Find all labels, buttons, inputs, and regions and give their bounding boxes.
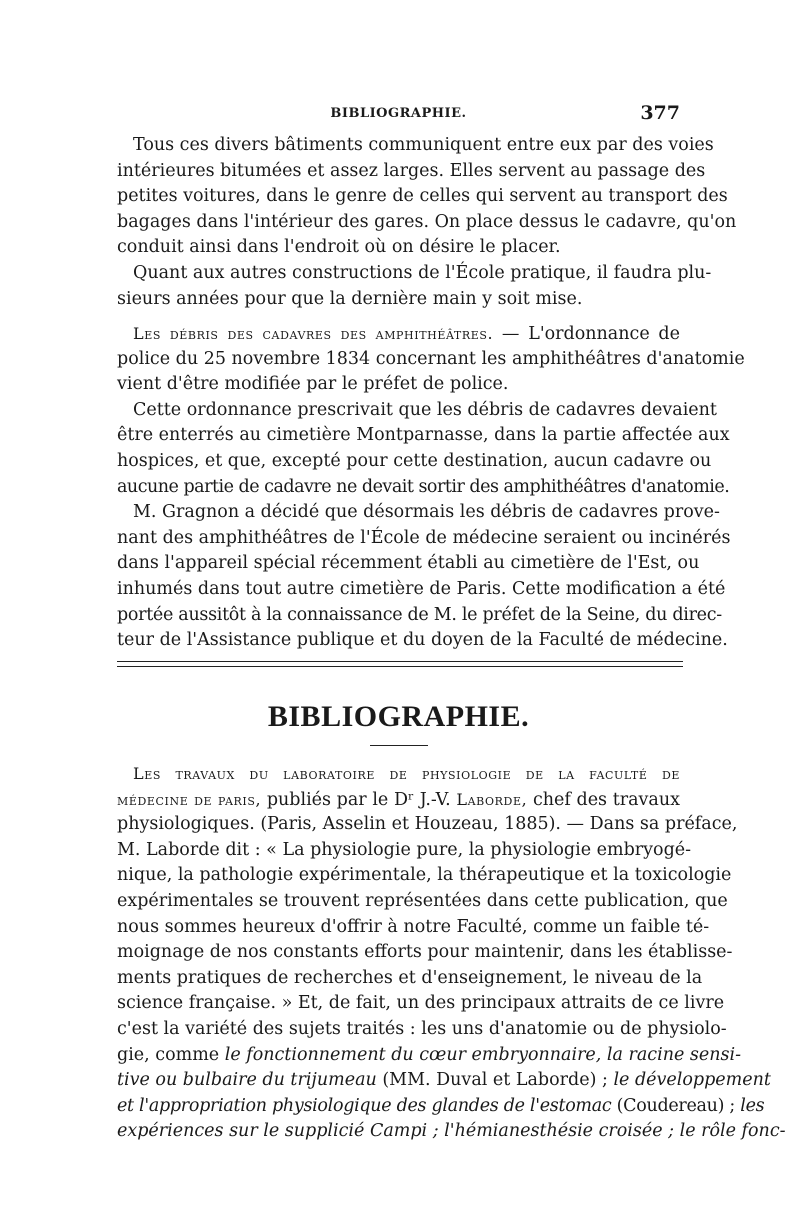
text-line: c'est la variété des sujets traités : les uns d'anatomie ou de physiolo- <box>117 1018 727 1039</box>
text-line: sieurs années pour que la dernière main y soit mise. <box>117 288 583 309</box>
text-line: Quant aux autres constructions de l'École pratique, il faudra plu- <box>133 262 712 283</box>
text-line: police du 25 novembre 1834 concernant les amphithéâtres d'anatomie <box>117 348 745 369</box>
paragraph-block-buildings <box>117 133 737 312</box>
running-title: BIBLIOGRAPHIE. <box>330 106 467 121</box>
text-line: Les débris des cadavres des amphithéâtres. — L'ordonnance de <box>133 324 680 344</box>
text-line: ments pratiques de recherches et d'enseignement, le niveau de la <box>117 967 703 988</box>
double-rule-bottom <box>117 666 683 667</box>
section-heading: BIBLIOGRAPHIE. <box>267 700 530 733</box>
text-line: expérimentales se trouvent représentées dans cette publication, que <box>117 890 728 911</box>
text-line: hospices, et que, excepté pour cette destination, aucun cadavre ou <box>117 450 712 471</box>
text-line: physiologiques. (Paris, Asselin et Houzeau, 1885). — Dans sa préface, <box>117 814 738 835</box>
text-line: être enterrés au cimetière Montparnasse, dans la partie affectée aux <box>117 425 730 446</box>
text-line: vient d'être modifiée par le préfet de police. <box>117 374 509 395</box>
text-line: teur de l'Assistance publique et du doyen de la Faculté de médecine. <box>117 630 728 651</box>
text-line: médecine de paris, publiés par le Dʳ J.-V. Laborde, chef des travaux <box>117 789 680 810</box>
text-line: petites voitures, dans le genre de celles qui servent au transport des <box>117 186 728 207</box>
small-caps-heading: Les débris des cadavres des amphithéâtres. <box>133 324 494 343</box>
text-line <box>117 761 680 787</box>
text-line: tive ou bulbaire du trijumeau (MM. Duval et Laborde) ; le développement <box>117 1070 771 1091</box>
text-line: gie, comme le fonctionnement du cœur embryonnaire, la racine sensi- <box>117 1044 741 1065</box>
text-line: Tous ces divers bâtiments communiquent entre eux par des voies <box>133 135 714 155</box>
text-line: nous sommes heureux d'offrir à notre Faculté, comme un faible té- <box>117 916 710 937</box>
text-line: expériences sur le supplicié Campi ; l'hémianesthésie croisée ; le rôle fonc- <box>117 1121 786 1142</box>
text-line: et l'appropriation physiologique des glandes de l'estomac (Coudereau) ; les <box>117 1095 765 1116</box>
small-caps-heading: Les travaux du laboratoire de physiologie de la faculté de <box>133 764 680 783</box>
double-rule-top <box>117 661 683 662</box>
text-line: dans l'appareil spécial récemment établi au cimetière de l'Est, ou <box>117 553 700 574</box>
text-line: intérieures bitumées et assez larges. Elles servent au passage des <box>117 160 706 181</box>
text-line: M. Laborde dit : « La physiologie pure, la physiologie embryogé- <box>117 839 692 860</box>
page-number: 377 <box>640 102 680 124</box>
text-line: inhumés dans tout autre cimetière de Paris. Cette modification a été <box>117 578 726 599</box>
heading-rule <box>370 745 428 746</box>
text-line: science française. » Et, de fait, un des principaux attraits de ce livre <box>117 993 725 1014</box>
text-line: moignage de nos constants efforts pour maintenir, dans les établisse- <box>117 942 733 963</box>
running-head <box>117 100 680 126</box>
text-line: M. Gragnon a décidé que désormais les débris de cadavres prove- <box>133 502 720 523</box>
text-line: portée aussitôt à la connaissance de M. le préfet de la Seine, du direc- <box>117 604 722 625</box>
text-line: aucune partie de cadavre ne devait sortir des amphithéâtres d'anatomie. <box>117 476 730 497</box>
paragraph-block-review <box>117 761 786 1145</box>
text-line: bagages dans l'intérieur des gares. On place dessus le cadavre, qu'on <box>117 211 737 232</box>
text-line: nique, la pathologie expérimentale, la thérapeutique et la toxicologie <box>117 865 732 886</box>
text-line: nant des amphithéâtres de l'École de médecine seraient ou incinérés <box>117 527 731 548</box>
paragraph-block-debris <box>117 321 745 654</box>
text-line: conduit ainsi dans l'endroit où on désire le placer. <box>117 237 561 258</box>
text-line: Cette ordonnance prescrivait que les débris de cadavres devaient <box>133 399 717 420</box>
